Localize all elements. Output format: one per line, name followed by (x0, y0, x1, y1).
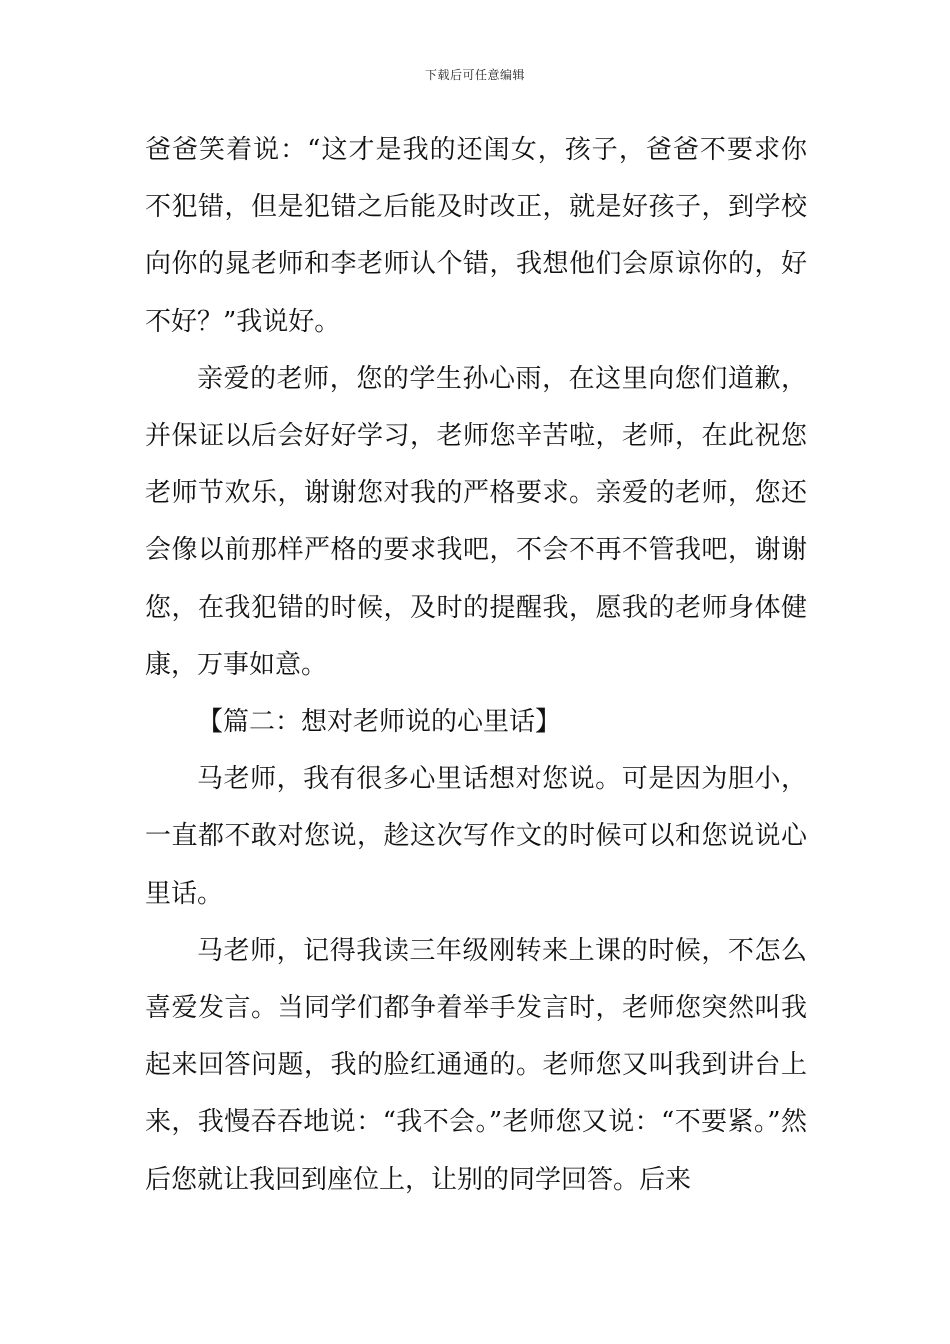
header-note: 下载后可任意编辑 (424, 68, 525, 82)
section-heading: 【篇二：想对老师说的心里话】 (197, 707, 562, 738)
paragraph-3: 马老师，我有很多心里话想对您说。可是因为胆小，一直都不敢对您说，趁这次写作文的时候可以和您说说心里话。 (145, 764, 807, 909)
paragraph-2: 亲爱的老师，您的学生孙心雨，在这里向您们道歉，并保证以后会好好学习，老师您辛苦啦，老师，在此祝您老师节欢乐，谢谢您对我的严格要求。亲爱的老师，您还会像以前那样严格的要求我吧，不会不再不管我吧，谢谢您，在我犯错的时候，及时的提醒我，愿我的老师身体健康，万事如意。 (145, 363, 807, 680)
paragraph-1: 爸爸笑着说：“这才是我的还闺女，孩子，爸爸不要求你不犯错，但是犯错之后能及时改正，就是好孩子，到学校向你的晁老师和李老师认个错，我想他们会原谅你的，好不好？”我说好。 (145, 135, 807, 337)
paragraph-4: 马老师，记得我读三年级刚转来上课的时候，不怎么喜爱发言。当同学们都争着举手发言时，老师您突然叫我起来回答问题，我的脸红通通的。老师您又叫我到讲台上来，我慢吞吞地说：“我不会。”老师您又说：“不要紧。”然后您就让我回到座位上，让别的同学回答。后来 (145, 935, 807, 1195)
document-body (145, 122, 807, 1209)
